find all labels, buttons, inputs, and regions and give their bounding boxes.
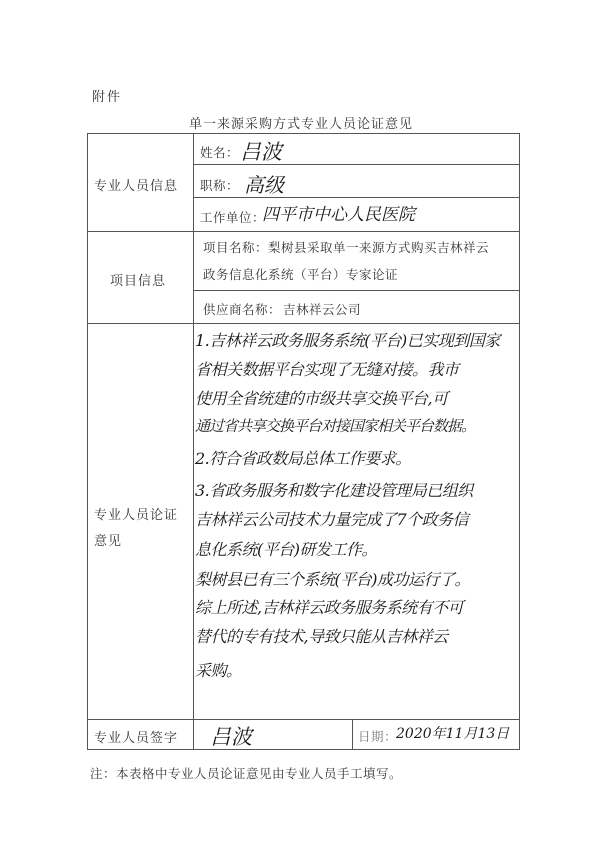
opinion-line: 1.吉林祥云政务服务系统(平台)已实现到国家	[195, 331, 500, 350]
signature-divider	[352, 719, 353, 750]
project-info-label: 项目信息	[110, 274, 167, 289]
workplace-label: 工作单位：	[200, 210, 266, 225]
supplier-label: 供应商名称：	[203, 302, 282, 317]
opinion-line: 通过省共享交换平台对接国家相关平台数据。	[195, 417, 476, 435]
date-label: 日期：	[358, 729, 398, 744]
opinion-table	[87, 133, 520, 750]
section-divider	[87, 323, 520, 324]
footer-note: 注：本表格中专业人员论证意见由专业人员手工填写。	[90, 766, 403, 781]
row-divider	[193, 197, 520, 198]
section-divider	[87, 719, 520, 720]
job-title-value: 高级	[244, 173, 284, 197]
expert-info-label: 专业人员信息	[94, 179, 179, 194]
attachment-label: 附件	[92, 90, 123, 105]
supplier-value: 吉林祥云公司	[283, 302, 362, 317]
opinion-line: 替代的专有技术,导致只能从吉林祥云	[195, 627, 448, 646]
opinion-line: 省相关数据平台实现了无缝对接。我市	[195, 360, 459, 379]
signature-label: 专业人员签字	[94, 731, 179, 746]
name-value: 吕波	[240, 140, 282, 164]
name-label: 姓名：	[200, 145, 240, 160]
opinion-label-line2: 意见	[94, 534, 123, 549]
document-title: 单一来源采购方式专业人员论证意见	[188, 117, 413, 132]
row-divider	[193, 290, 520, 291]
project-name-line1: 项目名称：梨树县采取单一来源方式购买吉林祥云	[203, 240, 490, 255]
workplace-value: 四平市中心人民医院	[262, 205, 415, 225]
section-divider	[87, 231, 520, 232]
opinion-line: 3.省政务服务和数字化建设管理局已组织	[195, 481, 473, 500]
date-value: 2020年11月13日	[396, 726, 510, 742]
project-name-line2: 政务信息化系统（平台）专家论证	[203, 267, 399, 282]
opinion-line: 吉林祥云公司技术力量完成了7个政务信	[195, 510, 469, 529]
opinion-line: 使用全省统建的市级共享交换平台,可	[195, 389, 448, 408]
opinion-line: 2.符合省政数局总体工作要求。	[195, 449, 411, 468]
opinion-line: 综上所述,吉林祥云政务服务系统有不可	[195, 598, 464, 617]
opinion-line: 梨树县已有三个系统(平台)成功运行了。	[195, 570, 470, 589]
opinion-line: 采购。	[195, 661, 242, 680]
opinion-label-line1: 专业人员论证	[94, 508, 179, 523]
signature-value: 吕波	[210, 725, 252, 749]
job-title-label: 职称：	[200, 178, 240, 193]
opinion-line: 息化系统(平台)研发工作。	[195, 540, 377, 559]
column-divider	[193, 133, 194, 750]
